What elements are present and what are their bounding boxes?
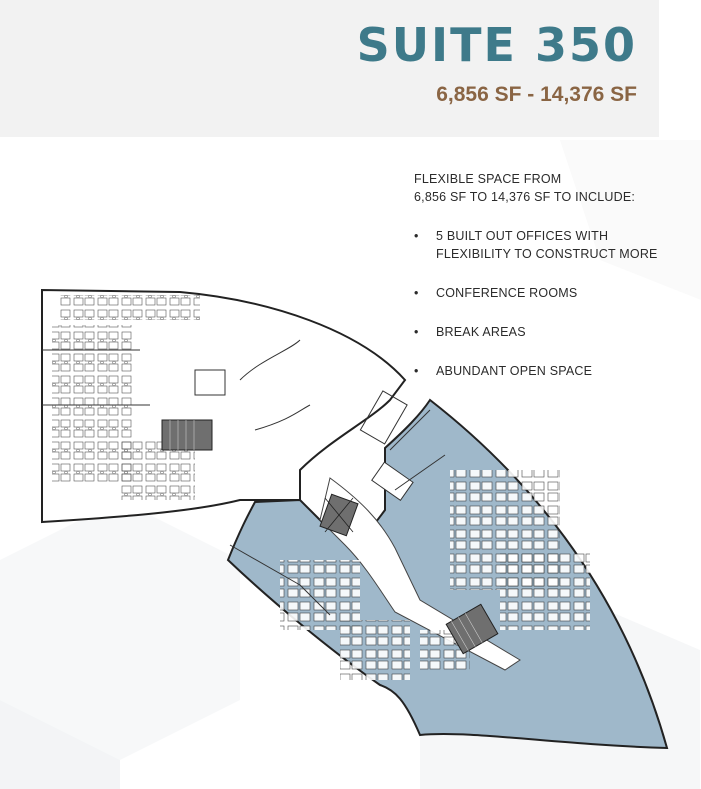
intro-text: [414, 170, 699, 206]
list-item: [414, 323, 699, 341]
feature-list: [414, 227, 699, 380]
bullet-text: FLEXIBILITY TO CONSTRUCT MORE: [436, 247, 658, 261]
intro-line: FLEXIBLE SPACE FROM: [414, 172, 562, 186]
bullet-text: • ABUNDANT OPEN SPACE: [436, 364, 593, 378]
list-item: [414, 362, 699, 380]
page-title: SUITE 350: [356, 18, 637, 72]
bullet-text: • BREAK AREAS: [436, 325, 526, 339]
list-item: [414, 284, 699, 302]
features-panel: [414, 170, 699, 380]
square-footage-range: 6,856 SF - 14,376 SF: [436, 83, 637, 106]
bullet-text: • 5 BUILT OUT OFFICES WITH: [436, 229, 609, 243]
intro-line: 6,856 SF TO 14,376 SF TO INCLUDE:: [414, 190, 636, 204]
bullet-text: • CONFERENCE ROOMS: [436, 286, 578, 300]
stair-icon: [162, 420, 212, 450]
list-item: [414, 227, 699, 263]
header-band: [0, 0, 659, 137]
